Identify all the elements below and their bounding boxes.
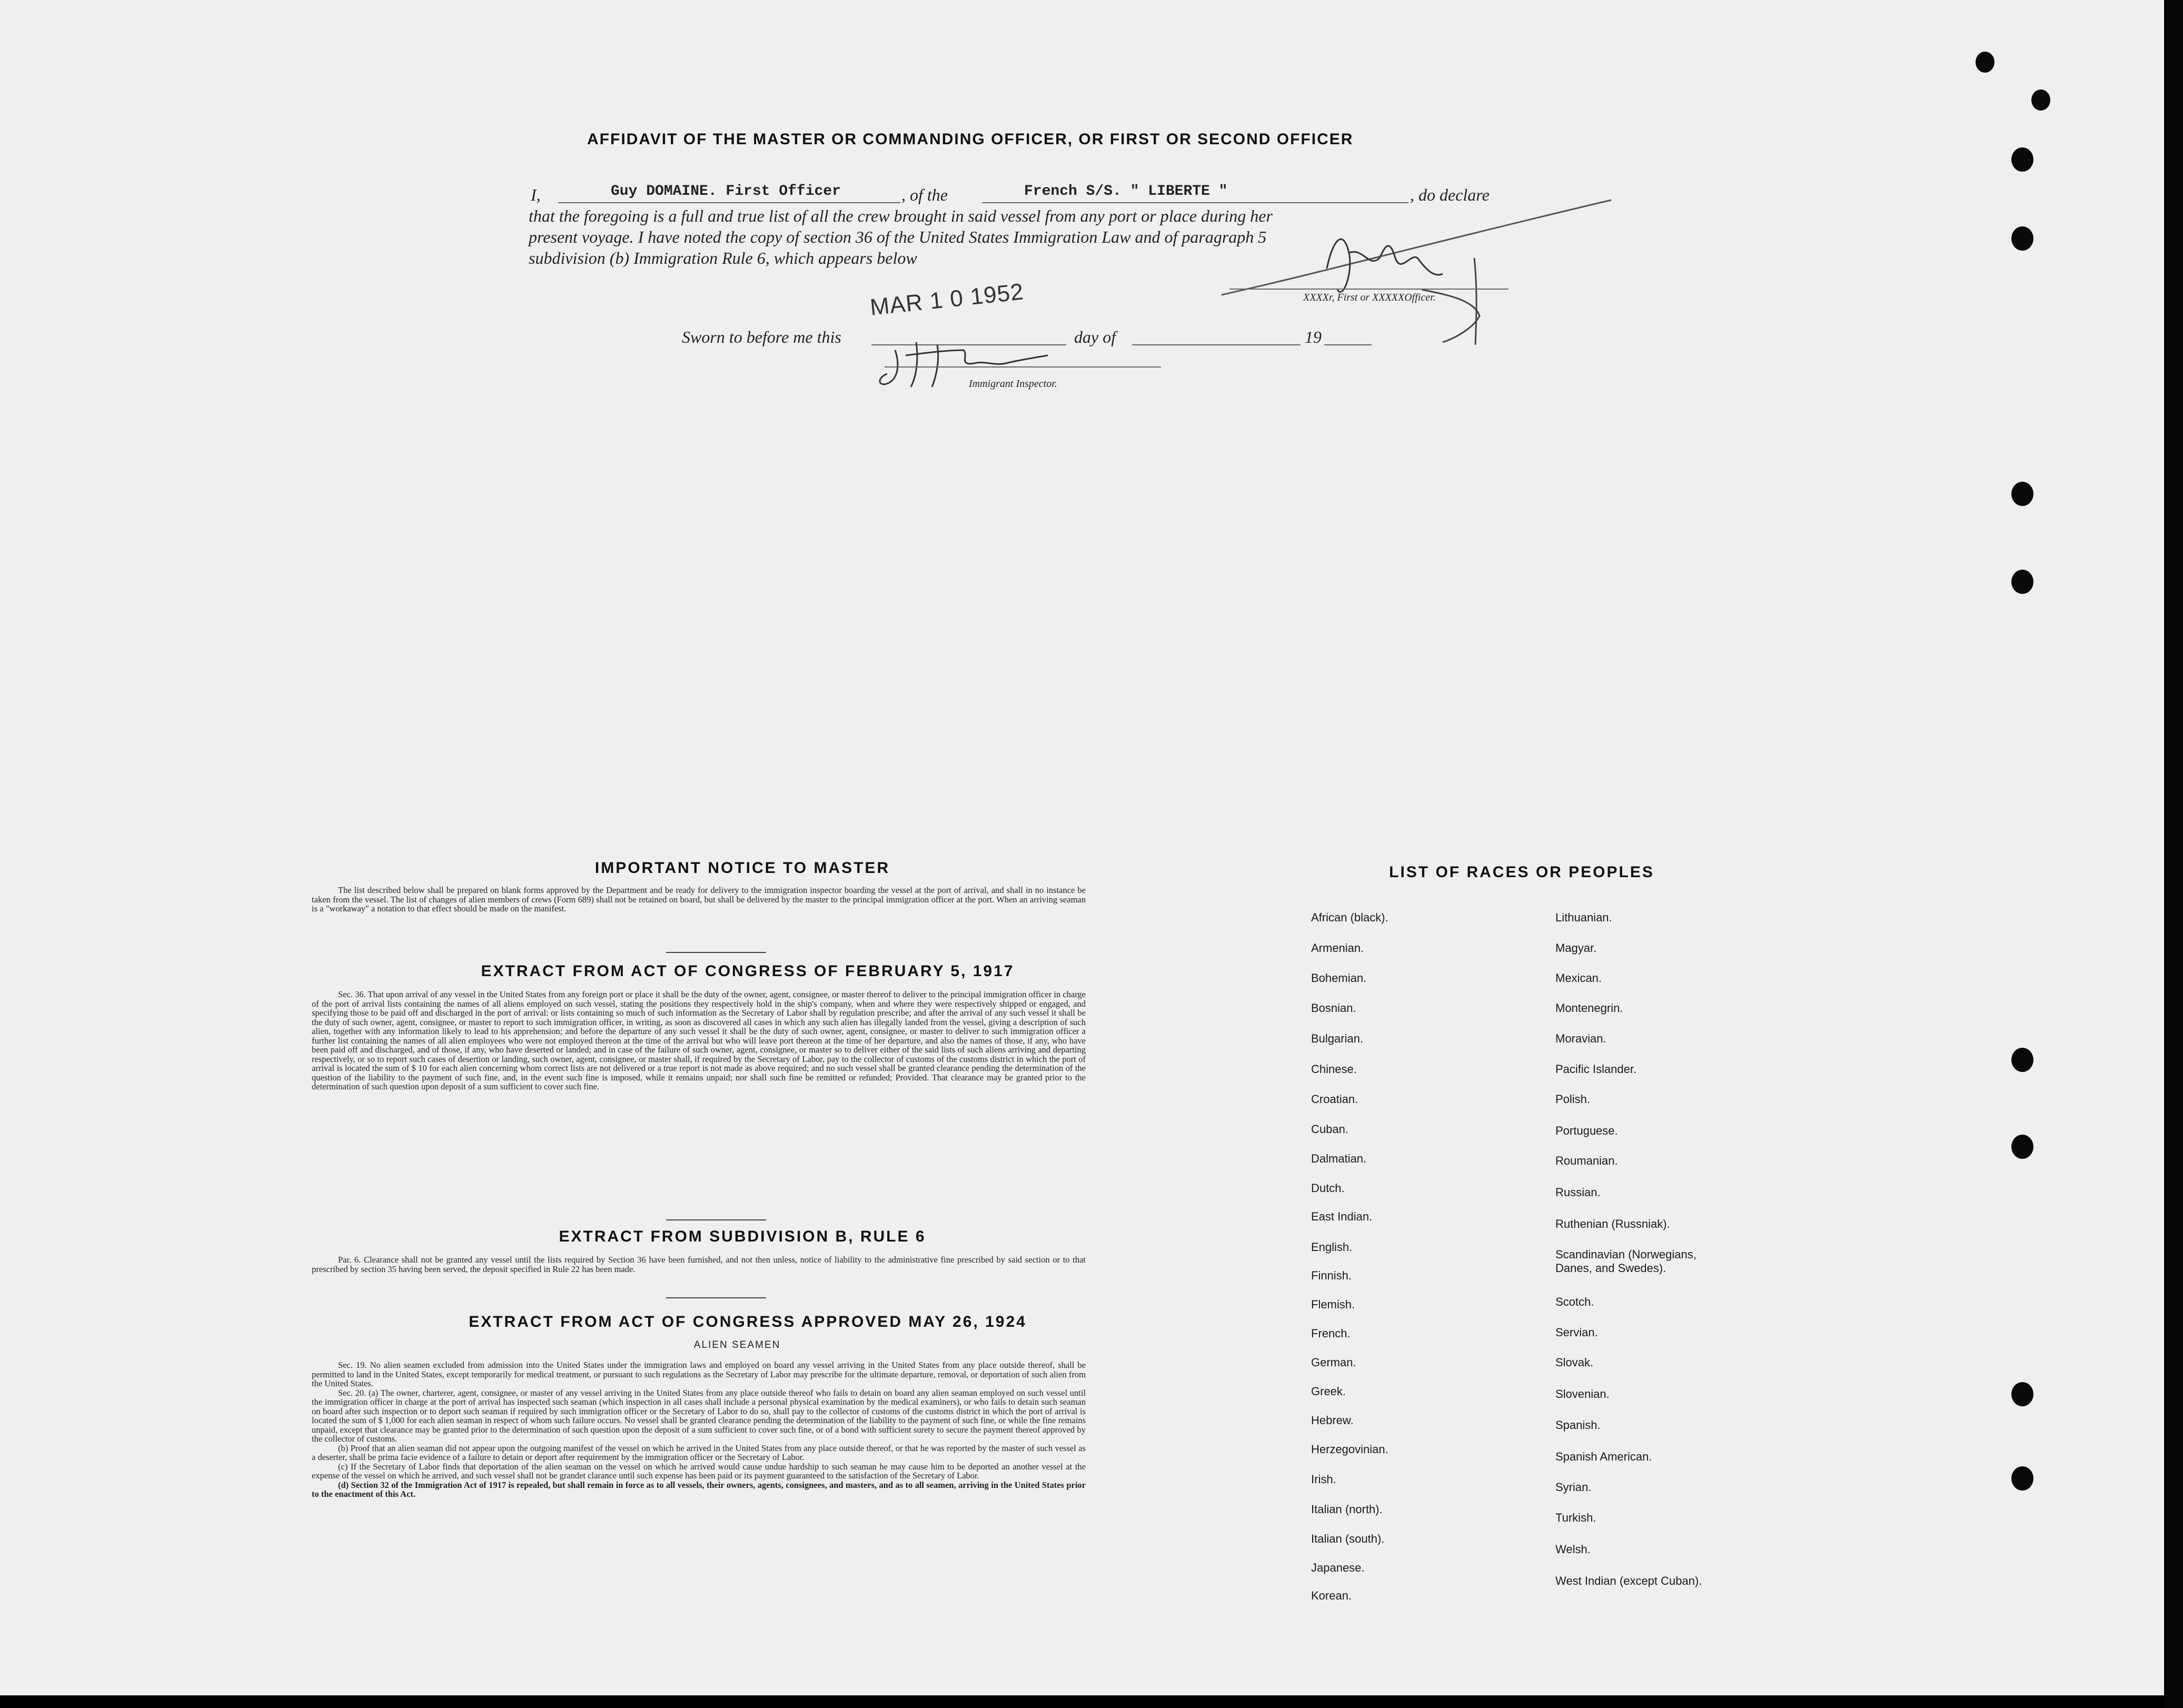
race-item: African (black).	[1311, 911, 1388, 924]
punch-hole	[2011, 570, 2033, 594]
affidavit-of-the: , of the	[901, 185, 948, 204]
race-item: Italian (north).	[1311, 1503, 1383, 1516]
punch-hole	[2011, 1466, 2033, 1491]
alien-seamen-subtitle: ALIEN SEAMEN	[693, 1339, 781, 1350]
extract-1917-body	[312, 990, 1086, 1091]
race-item: Bosnian.	[1311, 1001, 1356, 1015]
race-item: Roumanian.	[1555, 1154, 1618, 1167]
affidavit-line-4: subdivision (b) Immigration Rule 6, which appears below	[529, 249, 917, 267]
inspector-caption: Immigrant Inspector.	[969, 378, 1057, 390]
punch-hole	[2011, 226, 2033, 251]
race-item: Armenian.	[1311, 941, 1364, 955]
race-item: Cuban.	[1311, 1123, 1348, 1136]
affidavit-i: I,	[531, 185, 541, 204]
race-item: Pacific Islander.	[1555, 1062, 1637, 1076]
affidavit-line-2: that the foregoing is a full and true list of all the crew brought in said vessel from any port or place during her	[529, 206, 1273, 225]
signature-line	[1229, 289, 1509, 290]
date-stamp: MAR 1 0 1952	[869, 279, 1025, 321]
race-item: Scotch.	[1555, 1295, 1594, 1308]
punch-hole	[2011, 147, 2033, 172]
affidavit-do-declare: , do declare	[1410, 185, 1490, 204]
divider	[666, 1297, 766, 1298]
affidavit-title: AFFIDAVIT OF THE MASTER OR COMMANDING OFFICER, OR FIRST OR SECOND OFFICER	[587, 131, 1354, 148]
race-item: Dutch.	[1311, 1181, 1345, 1195]
divider	[666, 1219, 766, 1220]
race-item: Spanish.	[1555, 1418, 1601, 1432]
punch-hole	[1976, 52, 1995, 73]
race-item: Magyar.	[1555, 941, 1597, 955]
extract-1924-title: EXTRACT FROM ACT OF CONGRESS APPROVED MAY 26, 1924	[469, 1313, 1027, 1330]
race-item: English.	[1311, 1240, 1353, 1254]
race-item: Korean.	[1311, 1589, 1352, 1602]
race-item: East Indian.	[1311, 1210, 1373, 1223]
race-item: Irish.	[1311, 1473, 1336, 1486]
extract-1917-title: EXTRACT FROM ACT OF CONGRESS OF FEBRUARY 5, 1917	[481, 962, 1015, 980]
sec-20c-paragraph: (c) If the Secretary of Labor finds that deportation of the alien seaman on the vessel on which he arrived would cause undue hardship to such seaman he may cause him to be deported an another vessel at the expense of the vessel on which he arrived, and such vessel shall not be grandet clarance until such expense has been paid or its payment guaranteed to the satisfaction of the Secretary of Labor.	[312, 1461, 1086, 1481]
race-item: Mexican.	[1555, 971, 1602, 985]
race-item: Bulgarian.	[1311, 1032, 1364, 1045]
race-item: Welsh.	[1555, 1543, 1591, 1556]
punch-hole	[2011, 1135, 2033, 1159]
race-item: German.	[1311, 1356, 1356, 1369]
races-title: LIST OF RACES OR PEOPLES	[1389, 863, 1654, 881]
race-item: Montenegrin.	[1555, 1001, 1623, 1015]
race-item: Greek.	[1311, 1385, 1346, 1398]
notice-title: IMPORTANT NOTICE TO MASTER	[594, 859, 890, 877]
sworn-label: Sworn to before me this	[682, 327, 841, 346]
inspector-signature-line	[885, 366, 1161, 368]
punch-hole	[2011, 1048, 2033, 1072]
name-underline	[558, 202, 900, 203]
affidavit-line-3: present voyage. I have noted the copy of section 36 of the United States Immigration Law and of paragraph 5	[529, 227, 1267, 246]
sworn-month-underline	[1132, 344, 1301, 345]
race-item: West Indian (except Cuban).	[1555, 1574, 1702, 1587]
notice-paragraph: The list described below shall be prepared on blank forms approved by the Department and be ready for delivery to the immigration inspector boarding the vessel at the port of arrival, and shall in no instance be taken from the vessel. The list of changes of alien members of crews (Form 689) shall not be retained on board, but shall be delivered by the master to the principal immigration officer at the port. When an arriving seaman is a "workaway" a notation to that effect should be made on the manifest.	[312, 885, 1086, 913]
officer-signature	[1211, 195, 1622, 347]
race-item: Herzegovinian.	[1311, 1443, 1388, 1456]
sec-20b-paragraph: (b) Proof that an alien seaman did not appear upon the outgoing manifest of the vessel on which he arrived in the United States from any place outside thereof, or that he was reported by the master of such vessel as a deserter, shall be prima facie evidence of a failure to detain or deport after requirement by the immigration officer or the Secretary of Labor.	[312, 1443, 1086, 1462]
year-prefix: 19	[1305, 327, 1322, 346]
notice-body	[312, 886, 1086, 913]
extract-1924-body	[312, 1361, 1086, 1499]
race-item: French.	[1311, 1327, 1351, 1340]
race-item: Scandinavian (Norwegians, Danes, and Swedes).	[1555, 1248, 1696, 1275]
race-item: Russian.	[1555, 1186, 1601, 1199]
race-item: Lithuanian.	[1555, 911, 1612, 924]
race-item: Turkish.	[1555, 1511, 1596, 1524]
year-underline	[1324, 344, 1372, 345]
sec-20a-paragraph: Sec. 20. (a) The owner, charterer, agent, consignee, or master of any vessel arriving in the United States from any place outside thereof who fails to detain on board any alien seaman employed on such vessel until the immigration officer in charge at the port of arrival has inspected such seaman (which inspection in all cases shall include a personal physical examination by the medical examiners), or who fails to detain such seaman on board after such inspection or to deport such seaman if required by such immigration officer or the Secretary of Labor to do so, shall pay to the collector of customs of the customs district in which the port of arrival is located the sum of $ 1,000 for each alien seaman in respect of whom such failure occurs. No vessel shall be granted clearance pending the determination of the liability to the payment of such fine, or while the fine remains unpaid, except that clearance may be granted prior to the determination of such question upon the deposit of a sum sufficient to cover such fine, or of a bond with sufficient surety to secure the payment thereof approved by the collector of customs.	[312, 1387, 1086, 1444]
race-item: Spanish American.	[1555, 1450, 1652, 1463]
officer-caption: XXXXr, First or XXXXXOfficer.	[1303, 292, 1436, 303]
race-item: Hebrew.	[1311, 1414, 1354, 1427]
sec-20d-paragraph: (d) Section 32 of the Immigration Act of 1917 is repealed, but shall remain in force as to all vessels, their owners, agents, consignees, and masters, and as to all seamen, arriving in the United States prior to the enactment of this Act.	[312, 1479, 1086, 1499]
race-item: Portuguese.	[1555, 1124, 1618, 1137]
par-6-paragraph: Par. 6. Clearance shall not be granted any vessel until the lists required by Section 36 have been furnished, and not then unless, notice of liability to the administrative fine prescribed by said section or to that prescribed by section 35 having been served, the deposit specified in Rule 22 has been made.	[312, 1255, 1086, 1274]
race-item: Finnish.	[1311, 1269, 1352, 1282]
punch-hole	[2011, 1382, 2033, 1406]
sec-19-paragraph: Sec. 19. No alien seamen excluded from admission into the United States under the immigration laws and employed on board any vessel arriving in the United States from any place outside thereof, shall be permitted to land in the United States, except temporarily for medical treatment, or pursuant to such regulations as the Secretary of Labor may prescribe for the ultimate departure, removal, or deportation of such alien from the United States.	[312, 1360, 1086, 1388]
race-item: Slovak.	[1555, 1356, 1594, 1369]
race-item: Moravian.	[1555, 1032, 1606, 1045]
punch-hole	[2031, 90, 2050, 111]
race-item: Flemish.	[1311, 1298, 1355, 1311]
race-item: Servian.	[1555, 1326, 1598, 1339]
extract-rule6-title: EXTRACT FROM SUBDIVISION B, RULE 6	[559, 1228, 926, 1245]
race-item: Syrian.	[1555, 1481, 1592, 1494]
punch-hole	[2011, 482, 2033, 506]
race-item: Slovenian.	[1555, 1387, 1610, 1401]
race-item: Ruthenian (Russniak).	[1555, 1217, 1670, 1230]
divider	[666, 952, 766, 953]
race-item: Bohemian.	[1311, 971, 1367, 985]
section-36-paragraph: Sec. 36. That upon arrival of any vessel in the United States from any foreign port or place it shall be the duty of the owner, agent, consignee, or master thereof to deliver to the principal immigration officer in charge of the port of arrival lists containing the names of all aliens employed on such vessel, stating the positions they respectively hold in the ship's company, when and where they were respectively shipped or engaged, and specifying those to be paid off and discharged in the port of arrival: or lists containing so much of such information as the Secretary of Labor shall by regulation prescribe; and after the arrival of any such vessel it shall be the duty of such owner, agent, consignee, or master to report to such immigration officer, in writing, as soon as discovered all cases in which any such alien has illegally landed from the vessel, giving a description of such alien, together with any information likely to lead to his apprehension; and before the departure of any such vessel it shall be the duty of such owner, agent, consignee, or master to deliver to such immigration officer a further list containing the names of all alien employees who were not employed thereon at the time of the arrival but who will leave port thereon at the time of her departure, and also the names of those, if any, who have been paid off and discharged, and of those, if any, who have deserted or landed; and in case of the failure of such owner, agent, consignee, or master so to deliver either of the said lists of such aliens arriving and departing respectively, or so to report such cases of desertion or landing, such owner, agent, consignee, or master shall, if required by the Secretary of Labor, pay to the collector of customs of the customs district in which the port of arrival is located the sum of $ 10 for each alien concerning whom correct lists are not delivered or a true report is not made as above required; and no such vessel shall be granted clearance pending the determination of the question of the liability to the payment of such fine, and, in the event such fine is imposed, while it remains unpaid; nor shall such fine be remitted or refunded; Provided. That clearance may be granted prior to the determination of such question upon deposit of a sum sufficient to cover such fine.	[312, 989, 1086, 1091]
race-item: Dalmatian.	[1311, 1152, 1367, 1165]
scan-border	[2164, 0, 2183, 1708]
race-item: Polish.	[1555, 1093, 1591, 1106]
race-item: Japanese.	[1311, 1561, 1365, 1574]
vessel-name-typed: French S/S. " LIBERTE "	[1024, 183, 1228, 200]
extract-rule6-body	[312, 1255, 1086, 1274]
race-item: Chinese.	[1311, 1062, 1357, 1076]
officer-name-typed: Guy DOMAINE. First Officer	[611, 183, 841, 200]
race-item: Italian (south).	[1311, 1532, 1385, 1545]
race-item: Croatian.	[1311, 1093, 1358, 1106]
day-of-label: day of	[1074, 327, 1116, 346]
